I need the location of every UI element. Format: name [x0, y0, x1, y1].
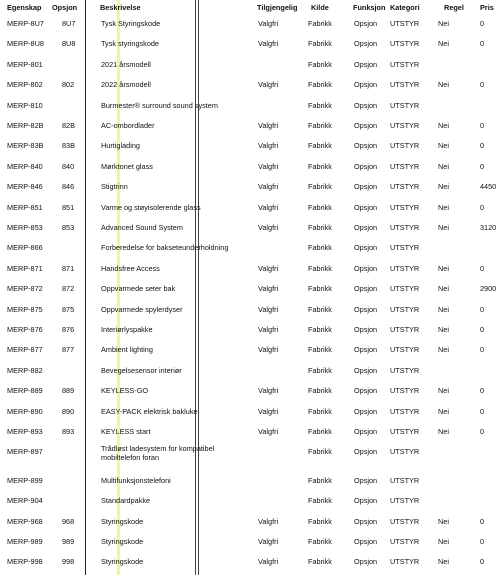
cell-regel: Nei — [438, 427, 449, 436]
cell-pris: 0 — [480, 557, 485, 567]
cell-regel: Nei — [438, 325, 449, 334]
cell-egenskap: MERP-83B — [7, 141, 44, 151]
cell-kilde: Fabrikk — [308, 557, 332, 567]
cell-regel: Nei — [438, 182, 449, 192]
cell-funksjon: Opsjon — [354, 557, 378, 567]
cell-tilgjengelig: Valgfri — [258, 537, 279, 546]
cell-beskrivelse: Bevegelsesensor interiør — [101, 365, 182, 375]
cell-pris: 0 — [480, 202, 485, 212]
cell-beskrivelse: KEYLESS-GO — [101, 386, 149, 396]
cell-regel: Nei — [438, 516, 449, 526]
cell-egenskap: MERP-866 — [7, 243, 43, 253]
cell-regel: Nei — [438, 141, 449, 151]
cell-tilgjengelig: Valgfri — [258, 386, 279, 396]
header-tilgjengelig: Tilgjengelig — [257, 3, 298, 12]
cell-kilde: Fabrikk — [308, 59, 332, 69]
cell-kategori: UTSTYR — [390, 365, 420, 375]
cell-pris: 0 — [480, 427, 485, 436]
table-row — [0, 219, 503, 239]
table-row — [0, 492, 503, 512]
cell-regel: Nei — [438, 386, 449, 396]
cell-regel: Nei — [438, 263, 449, 273]
cell-opsjon: 846 — [62, 182, 75, 192]
cell-kilde: Fabrikk — [308, 406, 332, 416]
cell-egenskap: MERP-8U8 — [7, 39, 44, 49]
cell-egenskap: MERP-871 — [7, 263, 43, 273]
cell-kilde: Fabrikk — [308, 325, 332, 334]
cell-kategori: UTSTYR — [390, 325, 420, 334]
cell-tilgjengelig: Valgfri — [258, 19, 279, 28]
cell-funksjon: Opsjon — [354, 447, 378, 457]
cell-opsjon: 998 — [62, 557, 75, 567]
cell-egenskap: MERP-846 — [7, 182, 43, 192]
table-row — [0, 199, 503, 219]
table-row — [0, 35, 503, 55]
header-beskrivelse: Beskrivelse — [100, 3, 141, 12]
cell-pris: 0 — [480, 141, 485, 151]
cell-kategori: UTSTYR — [390, 141, 420, 151]
cell-kategori: UTSTYR — [390, 447, 420, 457]
cell-kategori: UTSTYR — [390, 304, 420, 314]
cell-beskrivelse: Mørktonet glass — [101, 161, 153, 171]
cell-opsjon: 877 — [62, 345, 75, 355]
cell-funksjon: Opsjon — [354, 365, 378, 375]
cell-kategori: UTSTYR — [390, 557, 420, 567]
cell-kategori: UTSTYR — [390, 284, 420, 294]
cell-kategori: UTSTYR — [390, 243, 420, 253]
cell-pris: 0 — [480, 161, 485, 171]
cell-tilgjengelig: Valgfri — [258, 39, 279, 49]
cell-pris: 0 — [480, 19, 485, 28]
cell-regel: Nei — [438, 80, 449, 90]
cell-egenskap: MERP-899 — [7, 475, 43, 485]
cell-egenskap: MERP-853 — [7, 223, 43, 232]
table-row — [0, 341, 503, 361]
cell-funksjon: Opsjon — [354, 284, 378, 294]
cell-funksjon: Opsjon — [354, 304, 378, 314]
cell-regel: Nei — [438, 161, 449, 171]
header-kategori: Kategori — [390, 3, 420, 12]
cell-tilgjengelig: Valgfri — [258, 345, 279, 355]
cell-funksjon: Opsjon — [354, 325, 378, 334]
cell-kilde: Fabrikk — [308, 39, 332, 49]
cell-beskrivelse: Varme og støyisolerende glass — [101, 202, 201, 212]
header-opsjon: Opsjon — [52, 3, 78, 12]
cell-kilde: Fabrikk — [308, 516, 332, 526]
cell-tilgjengelig: Valgfri — [258, 141, 279, 151]
cell-regel: Nei — [438, 537, 449, 546]
cell-tilgjengelig: Valgfri — [258, 557, 279, 567]
cell-regel: Nei — [438, 19, 449, 28]
table-row — [0, 56, 503, 76]
table-row — [0, 382, 503, 402]
cell-kilde: Fabrikk — [308, 475, 332, 485]
cell-kategori: UTSTYR — [390, 19, 420, 28]
cell-pris: 3120 — [480, 223, 497, 232]
cell-tilgjengelig: Valgfri — [258, 80, 279, 90]
cell-funksjon: Opsjon — [354, 223, 378, 232]
cell-pris: 0 — [480, 304, 485, 314]
cell-funksjon: Opsjon — [354, 427, 378, 436]
cell-pris: 0 — [480, 537, 485, 546]
cell-kategori: UTSTYR — [390, 223, 420, 232]
cell-tilgjengelig: Valgfri — [258, 304, 279, 314]
cell-beskrivelse: KEYLESS start — [101, 427, 151, 436]
cell-pris: 0 — [480, 121, 485, 130]
cell-kategori: UTSTYR — [390, 406, 420, 416]
cell-funksjon: Opsjon — [354, 80, 378, 90]
cell-tilgjengelig: Valgfri — [258, 182, 279, 192]
cell-funksjon: Opsjon — [354, 243, 378, 253]
cell-beskrivelse: 2021 årsmodell — [101, 59, 151, 69]
cell-egenskap: MERP-851 — [7, 202, 43, 212]
cell-regel: Nei — [438, 345, 449, 355]
cell-kilde: Fabrikk — [308, 496, 332, 506]
cell-beskrivelse: Styringskode — [101, 557, 144, 567]
cell-funksjon: Opsjon — [354, 141, 378, 151]
cell-kilde: Fabrikk — [308, 427, 332, 436]
cell-kategori: UTSTYR — [390, 182, 420, 192]
cell-funksjon: Opsjon — [354, 406, 378, 416]
table-row — [0, 280, 503, 300]
cell-egenskap: MERP-802 — [7, 80, 43, 90]
cell-regel: Nei — [438, 223, 449, 232]
table-row — [0, 321, 503, 341]
cell-kategori: UTSTYR — [390, 80, 420, 90]
table-header — [0, 0, 503, 16]
cell-opsjon: 851 — [62, 202, 75, 212]
cell-tilgjengelig: Valgfri — [258, 223, 279, 232]
cell-pris: 0 — [480, 406, 485, 416]
cell-beskrivelse: Ambient lighting — [101, 345, 153, 355]
cell-opsjon: 8U7 — [62, 19, 76, 28]
cell-tilgjengelig: Valgfri — [258, 263, 279, 273]
cell-beskrivelse: Tysk styringskode — [101, 39, 159, 49]
cell-kategori: UTSTYR — [390, 161, 420, 171]
header-regel: Regel — [444, 3, 464, 12]
cell-tilgjengelig: Valgfri — [258, 325, 279, 334]
cell-kilde: Fabrikk — [308, 447, 332, 457]
cell-funksjon: Opsjon — [354, 345, 378, 355]
cell-egenskap: MERP-810 — [7, 100, 43, 110]
cell-egenskap: MERP-840 — [7, 161, 43, 171]
cell-tilgjengelig: Valgfri — [258, 121, 279, 130]
table-row — [0, 403, 503, 423]
table-row — [0, 443, 503, 463]
cell-beskrivelse: EASY-PACK elektrisk bakluke — [101, 406, 198, 416]
cell-kilde: Fabrikk — [308, 141, 332, 151]
cell-egenskap: MERP-877 — [7, 345, 43, 355]
cell-kategori: UTSTYR — [390, 263, 420, 273]
cell-funksjon: Opsjon — [354, 39, 378, 49]
cell-pris: 0 — [480, 80, 485, 90]
cell-opsjon: 893 — [62, 427, 75, 436]
table-row — [0, 423, 503, 443]
cell-kategori: UTSTYR — [390, 516, 420, 526]
cell-beskrivelse: Oppvarmede seter bak — [101, 284, 176, 294]
table-row — [0, 97, 503, 117]
table-row — [0, 137, 503, 157]
cell-regel: Nei — [438, 284, 449, 294]
cell-pris: 0 — [480, 516, 485, 526]
cell-egenskap: MERP-893 — [7, 427, 43, 436]
cell-kategori: UTSTYR — [390, 496, 420, 506]
cell-beskrivelse: 2022 årsmodell — [101, 80, 151, 90]
cell-kilde: Fabrikk — [308, 121, 332, 130]
cell-kilde: Fabrikk — [308, 100, 332, 110]
cell-kategori: UTSTYR — [390, 100, 420, 110]
table-row — [0, 260, 503, 280]
cell-opsjon: 968 — [62, 516, 75, 526]
cell-regel: Nei — [438, 202, 449, 212]
cell-opsjon: 872 — [62, 284, 75, 294]
cell-beskrivelse: Hurtiglading — [101, 141, 140, 151]
cell-regel: Nei — [438, 121, 449, 130]
cell-beskrivelse: Trådløst ladesystem for kompatibel mobiltelefon foran — [101, 444, 215, 462]
table-row — [0, 553, 503, 573]
cell-kategori: UTSTYR — [390, 39, 420, 49]
cell-beskrivelse: Styringskode — [101, 537, 144, 546]
cell-pris: 0 — [480, 39, 485, 49]
cell-egenskap: MERP-968 — [7, 516, 43, 526]
cell-kilde: Fabrikk — [308, 284, 332, 294]
cell-pris: 0 — [480, 325, 485, 334]
cell-egenskap: MERP-876 — [7, 325, 43, 334]
cell-regel: Nei — [438, 557, 449, 567]
cell-kilde: Fabrikk — [308, 80, 332, 90]
cell-beskrivelse: Forberedelse for bakseteunderholdning — [101, 243, 229, 253]
cell-regel: Nei — [438, 39, 449, 49]
cell-opsjon: 853 — [62, 223, 75, 232]
cell-beskrivelse: AC-ombordlader — [101, 121, 155, 130]
table-row — [0, 533, 503, 553]
table-row — [0, 239, 503, 259]
cell-kilde: Fabrikk — [308, 19, 332, 28]
cell-tilgjengelig: Valgfri — [258, 161, 279, 171]
table-row — [0, 15, 503, 35]
cell-regel: Nei — [438, 304, 449, 314]
table-row — [0, 362, 503, 382]
cell-egenskap: MERP-882 — [7, 365, 43, 375]
cell-kilde: Fabrikk — [308, 161, 332, 171]
cell-opsjon: 876 — [62, 325, 75, 334]
cell-kilde: Fabrikk — [308, 345, 332, 355]
cell-pris: 0 — [480, 263, 485, 273]
cell-egenskap: MERP-875 — [7, 304, 43, 314]
cell-tilgjengelig: Valgfri — [258, 427, 279, 436]
cell-egenskap: MERP-998 — [7, 557, 43, 567]
cell-beskrivelse: Multifunksjonstelefoni — [101, 475, 171, 485]
cell-pris: 2900 — [480, 284, 497, 294]
cell-pris: 0 — [480, 345, 485, 355]
cell-beskrivelse: Tysk Styringskode — [101, 19, 161, 28]
cell-kilde: Fabrikk — [308, 223, 332, 232]
cell-kategori: UTSTYR — [390, 345, 420, 355]
cell-opsjon: 875 — [62, 304, 75, 314]
table-row — [0, 158, 503, 178]
table-row — [0, 178, 503, 198]
header-funksjon: Funksjon — [353, 3, 386, 12]
cell-funksjon: Opsjon — [354, 537, 378, 546]
cell-egenskap: MERP-890 — [7, 406, 43, 416]
header-egenskap: Egenskap — [7, 3, 42, 12]
cell-funksjon: Opsjon — [354, 263, 378, 273]
cell-kategori: UTSTYR — [390, 475, 420, 485]
cell-tilgjengelig: Valgfri — [258, 202, 279, 212]
cell-tilgjengelig: Valgfri — [258, 284, 279, 294]
cell-opsjon: 8U8 — [62, 39, 76, 49]
cell-opsjon: 890 — [62, 406, 75, 416]
cell-kategori: UTSTYR — [390, 202, 420, 212]
cell-opsjon: 802 — [62, 80, 75, 90]
cell-kilde: Fabrikk — [308, 263, 332, 273]
cell-kategori: UTSTYR — [390, 59, 420, 69]
cell-beskrivelse: Styringskode — [101, 516, 144, 526]
cell-funksjon: Opsjon — [354, 182, 378, 192]
cell-beskrivelse: Interiørlyspakke — [101, 325, 153, 334]
cell-egenskap: MERP-989 — [7, 537, 43, 546]
cell-kategori: UTSTYR — [390, 386, 420, 396]
cell-kilde: Fabrikk — [308, 537, 332, 546]
cell-opsjon: 889 — [62, 386, 75, 396]
cell-beskrivelse: Burmester® surround sound system — [101, 100, 218, 110]
header-kilde: Kilde — [311, 3, 329, 12]
table-row — [0, 76, 503, 96]
cell-egenskap: MERP-82B — [7, 121, 44, 130]
cell-kilde: Fabrikk — [308, 386, 332, 396]
cell-opsjon: 989 — [62, 537, 75, 546]
cell-tilgjengelig: Valgfri — [258, 516, 279, 526]
cell-funksjon: Opsjon — [354, 496, 378, 506]
cell-opsjon: 82B — [62, 121, 75, 130]
cell-kilde: Fabrikk — [308, 365, 332, 375]
cell-funksjon: Opsjon — [354, 19, 378, 28]
table-row — [0, 117, 503, 137]
cell-beskrivelse: Oppvarmede spylerdyser — [101, 304, 183, 314]
cell-egenskap: MERP-801 — [7, 59, 43, 69]
cell-egenskap: MERP-897 — [7, 447, 43, 457]
cell-kilde: Fabrikk — [308, 304, 332, 314]
cell-beskrivelse: Standardpakke — [101, 496, 151, 506]
cell-beskrivelse: Stigtrinn — [101, 182, 128, 192]
cell-beskrivelse: Handsfree Access — [101, 263, 160, 273]
cell-kilde: Fabrikk — [308, 243, 332, 253]
table-row — [0, 301, 503, 321]
cell-beskrivelse: Advanced Sound System — [101, 223, 183, 232]
cell-kategori: UTSTYR — [390, 537, 420, 546]
cell-funksjon: Opsjon — [354, 202, 378, 212]
cell-funksjon: Opsjon — [354, 100, 378, 110]
table-row — [0, 472, 503, 492]
cell-tilgjengelig: Valgfri — [258, 406, 279, 416]
cell-funksjon: Opsjon — [354, 516, 378, 526]
cell-opsjon: 83B — [62, 141, 75, 151]
cell-pris: 4450 — [480, 182, 497, 192]
cell-egenskap: MERP-8U7 — [7, 19, 44, 28]
cell-funksjon: Opsjon — [354, 161, 378, 171]
cell-egenskap: MERP-889 — [7, 386, 43, 396]
cell-kilde: Fabrikk — [308, 182, 332, 192]
cell-egenskap: MERP-872 — [7, 284, 43, 294]
cell-funksjon: Opsjon — [354, 386, 378, 396]
cell-kilde: Fabrikk — [308, 202, 332, 212]
cell-egenskap: MERP-904 — [7, 496, 43, 506]
cell-opsjon: 871 — [62, 263, 75, 273]
cell-kategori: UTSTYR — [390, 427, 420, 436]
cell-funksjon: Opsjon — [354, 59, 378, 69]
cell-regel: Nei — [438, 406, 449, 416]
table-row — [0, 513, 503, 533]
cell-funksjon: Opsjon — [354, 475, 378, 485]
cell-funksjon: Opsjon — [354, 121, 378, 130]
cell-opsjon: 840 — [62, 161, 75, 171]
header-pris: Pris — [480, 3, 494, 12]
cell-pris: 0 — [480, 386, 485, 396]
cell-kategori: UTSTYR — [390, 121, 420, 130]
